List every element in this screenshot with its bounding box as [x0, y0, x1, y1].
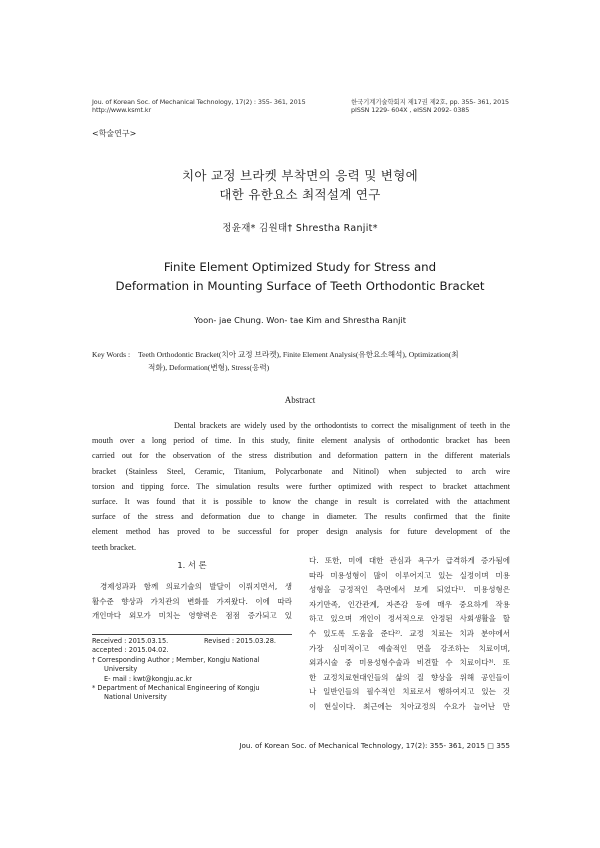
body-line: 나 일반인들의 필수적인 치료로서 행하여지고 있는 것	[309, 687, 510, 697]
journal-issn: pISSN 1229- 604X , eISSN 2092- 0385	[351, 106, 470, 114]
page-footer: Jou. of Korean Soc. of Mechanical Technology, 17(2): 355- 361, 2015 □ 355	[239, 741, 510, 750]
department-note-cont: National University	[104, 693, 167, 702]
body-line: 한 교정치료현대인들의 삶의 질 향상을 위해 공인들이	[309, 672, 510, 682]
section-heading-intro: 1. 서 론	[177, 560, 207, 570]
abstract-line: mouth over a long period of time. In this study, finite element analysis of orthodontic bracket has been	[92, 436, 510, 446]
journal-header-right	[351, 98, 509, 114]
intro-line: 경제성과과 함께 의료기술의 발달이 이뤄지면서, 생	[100, 582, 292, 591]
abstract-body	[92, 418, 510, 555]
body-line: 이 현실이다. 최근에는 치아교정의 수요가 늘어난 만	[309, 701, 510, 711]
abstract-line: bracket (Stainless Steel, Ceramic, Titanium, Polycarbonate and Nitinol) when subjected to arch wire	[92, 466, 510, 476]
title-english-line: Deformation in Mounting Surface of Teeth Orthodontic Bracket	[115, 279, 485, 293]
abstract-line: teeth bracket.	[92, 542, 137, 552]
journal-url: http://www.ksmt.kr	[92, 106, 152, 114]
title-korean-line: 대한 유한요소 최적설계 연구	[219, 187, 381, 202]
title-english	[0, 258, 600, 296]
footnote-rule	[92, 634, 292, 635]
journal-citation: Jou. of Korean Soc. of Mechanical Technology, 17(2) : 355- 361, 2015	[92, 98, 306, 106]
author-email: E- mail : kwt@kongju.ac.kr	[104, 674, 192, 683]
title-korean-line: 치아 교정 브라켓 부착면의 응력 및 변형에	[181, 168, 419, 183]
body-line: 하고 있으며 개인이 정서적으로 안정된 사회생활을 할	[309, 614, 510, 624]
title-english-line: Finite Element Optimized Study for Stress and	[163, 260, 437, 274]
abstract-line: surface of the stress and deformation due to change in diameter. The results confirmed that the finite	[92, 512, 510, 522]
corresponding-author: † Corresponding Author ; Member, Kongju National	[92, 655, 260, 664]
body-line: 성형을 긍정적인 측면에서 보게 되었다¹⁾. 미용성형은	[309, 585, 510, 595]
revised-date: Revised : 2015.03.28.	[204, 637, 277, 645]
title-korean	[0, 166, 600, 204]
body-line: 가장 심미적이고 예술적인 면을 강조하는 치료이며,	[309, 643, 510, 653]
authors-korean: 정윤재* 김원태† Shrestha Ranjit*	[222, 223, 378, 234]
accepted-date: accepted : 2015.04.02.	[92, 646, 169, 655]
intro-paragraph	[92, 580, 292, 624]
keywords-line: 적화), Deformation(변형), Stress(응력)	[148, 363, 270, 372]
abstract-line: surface. It was found that it is possible to know the change in result is correlated with the attachment	[92, 496, 510, 506]
abstract-line: carried out for the observation of the stress distribution and deformation pattern in the different materials	[92, 451, 510, 461]
abstract-line: Dental brackets are widely used by the orthodontists to correct the misalignment of teeth in the	[174, 421, 510, 430]
abstract-line: torsion and tipping force. The simulation results were further optimized with respect to bracket attachment	[92, 481, 510, 491]
footnotes	[92, 637, 302, 703]
body-line: 수 있도록 도움을 준다²⁾. 교정 치료는 치과 분야에서	[309, 628, 510, 638]
journal-citation-ko: 한국기계기술학회지 제17권 제2호, pp. 355- 361, 2015	[351, 98, 510, 106]
authors-english: Yoon- jae Chung. Won- tae Kim and Shrestha Ranjit	[194, 315, 406, 325]
body-line: 외과시술 중 미용성형수술과 비견할 수 치료이다³⁾. 또	[309, 658, 510, 668]
intro-line: 개인마다 외모가 미치는 영향력은 점점 증가되고 있	[92, 611, 292, 621]
body-line: 자기만족, 인간관계, 자존감 등에 매우 중요하게 작용	[309, 599, 510, 609]
body-line: 따라 미용성형이 많이 이루어지고 있는 실정이며 미용	[309, 570, 510, 580]
journal-header-left	[92, 98, 306, 114]
corresponding-affiliation: University	[104, 665, 138, 674]
keywords-line: Teeth Orthodontic Bracket(치아 교정 브라켓), Finite Element Analysis(유한요소해석), Optimization(최	[138, 350, 459, 359]
body-line: 다. 또한, 미에 대한 관심과 욕구가 급격하게 증가됨에	[309, 556, 510, 565]
right-column-text	[309, 554, 510, 715]
abstract-heading: Abstract	[284, 395, 316, 405]
abstract-line: element method has proved to be successful for proper design analysis for future development of the	[92, 527, 510, 537]
keywords-label: Key Words :	[92, 350, 131, 359]
received-date: Received : 2015.03.15.	[92, 637, 169, 645]
keywords-text	[138, 348, 518, 374]
article-category: <학술연구>	[92, 129, 137, 138]
intro-line: 활수준 향상과 가치관의 변화를 가져왔다. 이에 따라	[92, 596, 292, 606]
department-note: * Department of Mechanical Engineering of Kongju	[92, 684, 260, 693]
